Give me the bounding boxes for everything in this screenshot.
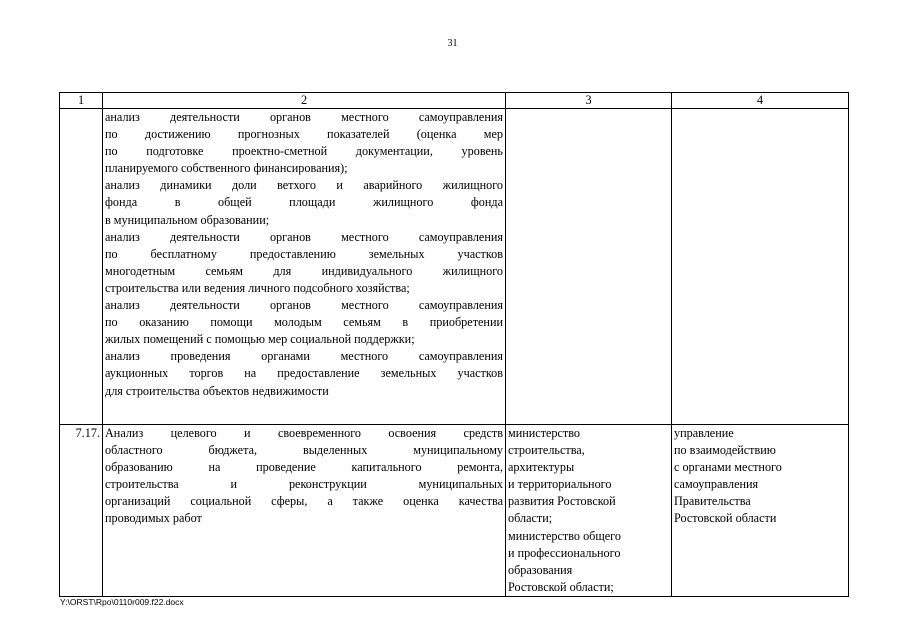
text-line: анализ деятельности органов местного самоуправления — [105, 298, 503, 313]
header-cell-4: 4 — [672, 93, 849, 109]
table-row — [60, 425, 849, 597]
text-line: многодетным семьям для индивидуального жилищного — [105, 263, 503, 278]
paragraph — [105, 177, 503, 228]
text-line: и профессионального — [508, 545, 621, 560]
responsible-cell — [506, 109, 672, 425]
text-line: самоуправления — [674, 477, 759, 492]
text-line: Ростовской области; — [508, 579, 614, 594]
header-cell-1: 1 — [60, 93, 103, 109]
text-line: министерство общего — [508, 528, 621, 543]
header-cell-2: 2 — [103, 93, 506, 109]
text-line: по взаимодействию — [674, 443, 776, 458]
text-line: по достижению прогнозных показателей (оценка мер — [105, 127, 503, 142]
text-line: строительства, — [508, 443, 585, 458]
text-line: по бесплатному предоставлению земельных участков — [105, 246, 503, 261]
text-line: Ростовской области — [674, 511, 777, 526]
text-line: развития Ростовской — [508, 494, 616, 509]
header-cell-3: 3 — [506, 93, 672, 109]
text-line: областного бюджета, выделенных муниципальному — [105, 443, 503, 458]
coexecutor-cell — [672, 109, 849, 425]
paragraph — [105, 109, 503, 177]
text-line: управление — [674, 426, 734, 440]
text-line: аукционных торгов на предоставление земельных участков — [105, 366, 503, 381]
footer-file-path: Y:\ORST\Rpo\0110r009.f22.docx — [60, 597, 184, 607]
row-number-cell — [60, 109, 103, 425]
text-line: жилых помещений с помощью мер социальной поддержки; — [105, 332, 415, 347]
paragraph — [105, 425, 503, 528]
paragraph — [105, 348, 503, 399]
text-line: с органами местного — [674, 460, 782, 475]
text-line: архитектуры — [508, 460, 575, 475]
text-line: строительства или ведения личного подсобного хозяйства; — [105, 280, 410, 295]
description-cell — [103, 425, 506, 597]
text-line: анализ деятельности органов местного самоуправления — [105, 229, 503, 244]
row-number-cell: 7.17. — [60, 425, 103, 597]
text-line: Анализ целевого и своевременного освоения средств — [105, 426, 503, 440]
text-line: министерство — [508, 426, 581, 440]
text-line: в муниципальном образовании; — [105, 212, 270, 227]
text-line: образования — [508, 562, 573, 577]
text-line: анализ деятельности органов местного самоуправления — [105, 110, 503, 124]
table-header-row — [60, 93, 849, 109]
coexecutor-cell — [672, 425, 849, 597]
text-line: и территориального — [508, 477, 612, 492]
paragraph — [105, 229, 503, 297]
paragraph — [105, 297, 503, 348]
text-line: области; — [508, 511, 553, 526]
text-line: по подготовке проектно-сметной документации, уровень — [105, 144, 503, 159]
description-cell — [103, 109, 506, 425]
text-line: Правительства — [674, 494, 751, 509]
document-table — [59, 92, 849, 597]
text-line: для строительства объектов недвижимости — [105, 383, 329, 398]
text-line: по оказанию помощи молодым семьям в приобретении — [105, 315, 503, 330]
text-line: строительства и реконструкции муниципальных — [105, 477, 503, 492]
text-line: планируемого собственного финансирования); — [105, 161, 348, 176]
text-line: проводимых работ — [105, 511, 202, 526]
responsible-cell — [506, 425, 672, 597]
page-number: 31 — [447, 38, 458, 49]
text-line: анализ динамики доли ветхого и аварийного жилищного — [105, 178, 503, 193]
table-row — [60, 109, 849, 425]
text-line: образованию на проведение капитального ремонта, — [105, 460, 503, 475]
text-line: организаций социальной сферы, а также оценка качества — [105, 494, 503, 509]
text-line: фонда в общей площади жилищного фонда — [105, 195, 503, 210]
text-line: анализ проведения органами местного самоуправления — [105, 349, 503, 364]
